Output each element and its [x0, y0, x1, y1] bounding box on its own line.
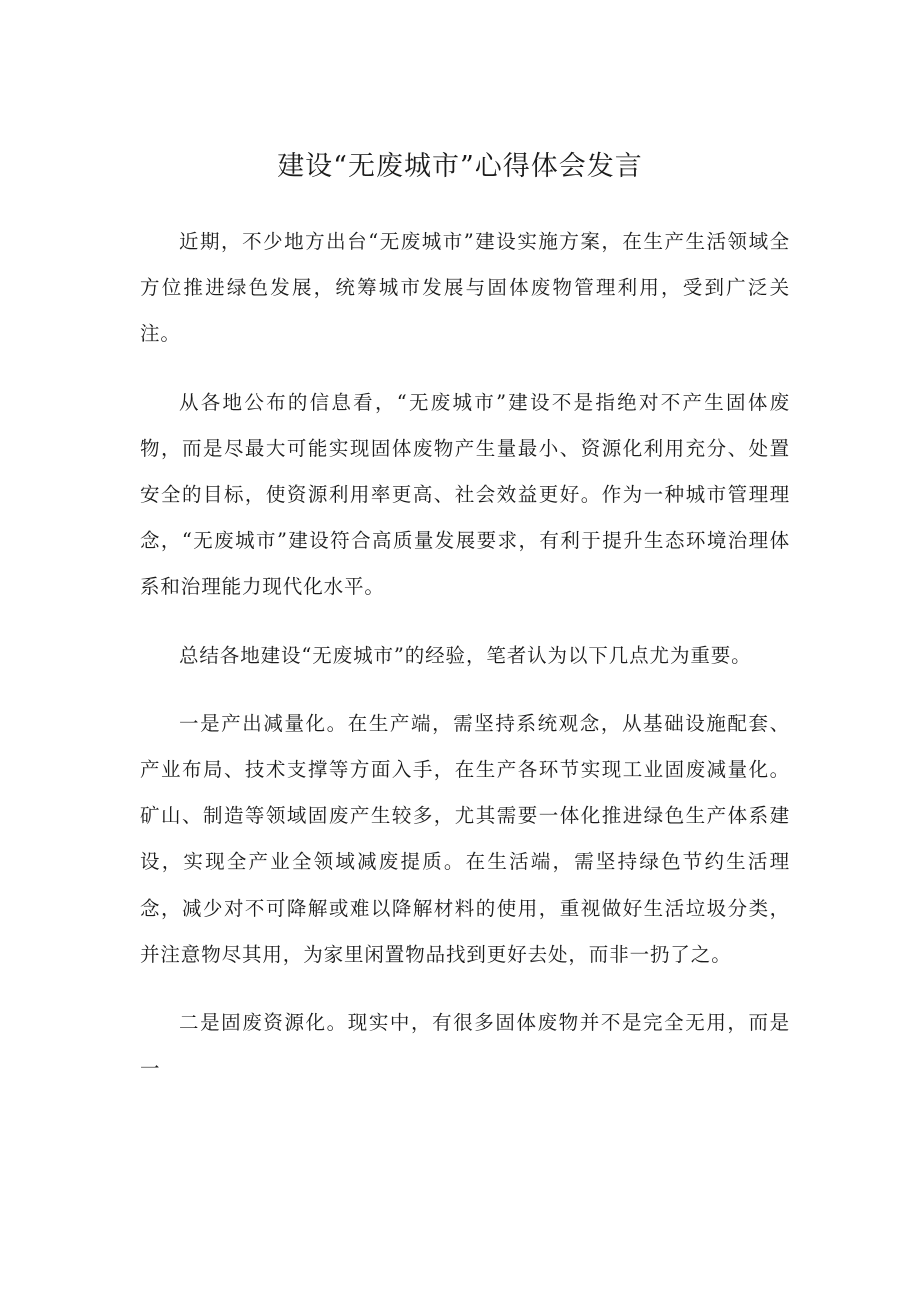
document-body — [140, 219, 790, 1114]
paragraph-summary: 总结各地建设“无废城市”的经验，笔者认为以下几点尤为重要。 — [179, 643, 752, 667]
document-title: 建设“无废城市”心得体会发言 — [277, 151, 643, 182]
paragraph-point-two: 二是固废资源化。现实中，有很多固体废物并不是完全无用，而是一 — [140, 1011, 790, 1081]
paragraph-definition: 从各地公布的信息看，“无废城市”建设不是指绝对不产生固体废物，而是尽最大可能实现固体废物产生量最小、资源化利用充分、处置安全的目标，使资源利用率更高、社会效益更好。作为一种城市管理理念，“无废城市”建设符合高质量发展要求，有利于提升生态环境治理体系和治理能力现代化水平。 — [140, 390, 790, 599]
paragraph-point-one: 一是产出减量化。在生产端，需坚持系统观念，从基础设施配套、产业布局、技术支撑等方面入手，在生产各环节实现工业固废减量化。矿山、制造等领域固废产生较多，尤其需要一体化推进绿色生产体系建设，实现全产业全领域减废提质。在生活端，需坚持绿色节约生活理念，减少对不可降解或难以降解材料的使用，重视做好生活垃圾分类，并注意物尽其用，为家里闲置物品找到更好去处，而非一扔了之。 — [140, 711, 790, 966]
paragraph-intro: 近期，不少地方出台“无废城市”建设实施方案，在生产生活领域全方位推进绿色发展，统筹城市发展与固体废物管理利用，受到广泛关注。 — [140, 230, 790, 346]
